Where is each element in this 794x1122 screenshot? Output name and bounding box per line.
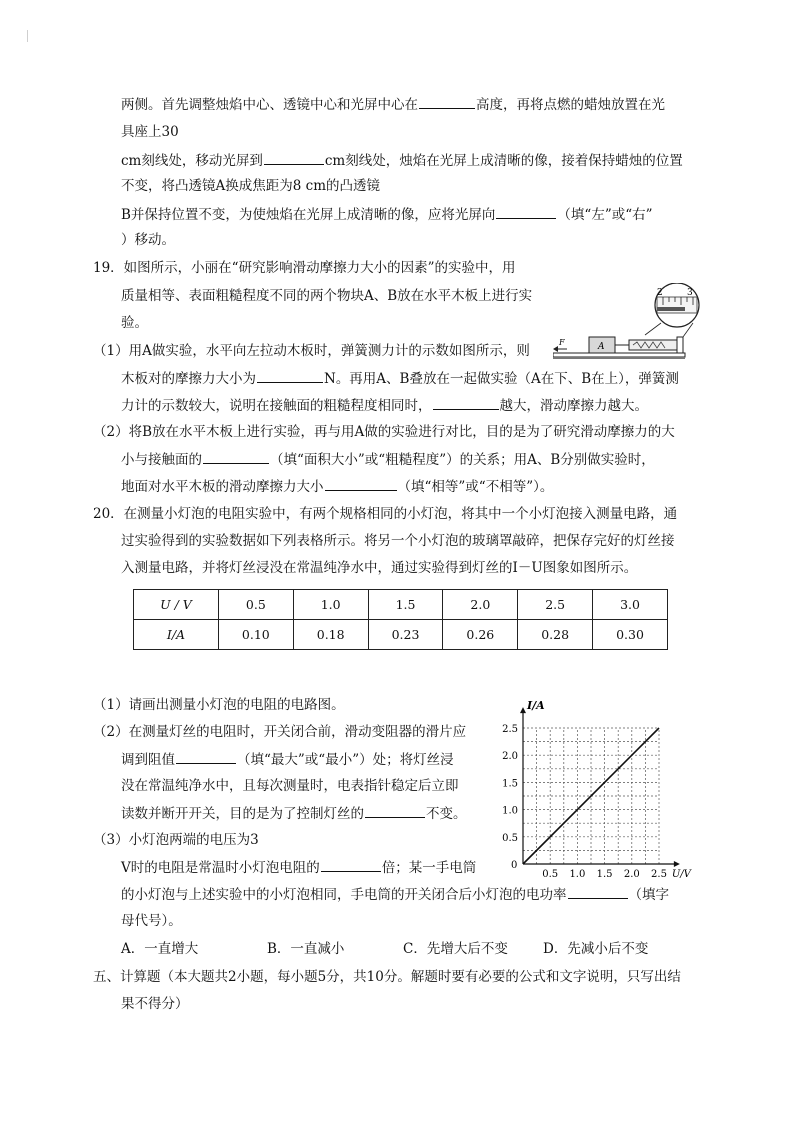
- scale-pointer: [657, 307, 685, 311]
- block-label: A: [598, 342, 605, 352]
- answer-blank[interactable]: [419, 94, 475, 109]
- answer-blank[interactable]: [433, 395, 499, 410]
- y-axis-arrow: [520, 707, 526, 713]
- q18-line-4: 不变，将凸透镜A换成焦距为8 cm的凸透镜: [121, 178, 380, 194]
- q19-part2-line-1: （2）将B放在水平木板上进行实验，再与用A做的实验进行对比，目的是为了研究滑动摩擦力的大: [93, 424, 675, 440]
- option-c[interactable]: C．先增大后不变: [403, 941, 508, 957]
- x-tick-label: 2.0: [623, 869, 640, 880]
- q20-part2-line-3: 没在常温纯净水中，且每次测量时，电表指针稳定后立即: [121, 778, 459, 794]
- section-5-heading-line-2: 果不得分）: [121, 996, 189, 1012]
- q20-part3-line-1: （3）小灯泡两端的电压为3: [93, 832, 259, 848]
- y-tick-label: 2.5: [502, 724, 518, 735]
- answer-blank[interactable]: [321, 857, 381, 872]
- q19-stem-3: 验。: [121, 315, 148, 331]
- q19-part2-line-3: 地面对水平木板的滑动摩擦力大小 （填“相等”或“不相等”）。: [121, 476, 553, 497]
- q19-part2-line-2: 小与接触面的 （填“面积大小”或“粗糙程度”）的关系；用A、B分别做实验时，: [121, 449, 655, 470]
- q20-stem-3: 入测量电路，并将灯丝浸没在常温纯净水中，通过实验得到灯丝的I－U图象如图所示。: [121, 560, 638, 576]
- table-cell: 0.10: [218, 620, 293, 650]
- y-tick-label: 1.0: [502, 805, 518, 817]
- x-axis-label: U/V: [671, 869, 691, 880]
- option-d[interactable]: D．先减小后不变: [543, 941, 649, 957]
- q18-line-2: 具座上30: [121, 124, 179, 140]
- origin-label: 0: [511, 860, 518, 871]
- wooden-board: [553, 353, 685, 357]
- wall-post: [677, 337, 683, 353]
- q18-line-5: B并保持位置不变，为使烛焰在光屏上成清晰的像，应将光屏向 （填“左”或“右”: [121, 204, 653, 225]
- q20-stem-2: 过实验得到的实验数据如下列表格所示。将另一个小灯泡的玻璃罩敲碎，把保存完好的灯丝接: [121, 533, 675, 549]
- q20-stem-1: 20．在测量小灯泡的电阻实验中，有两个规格相同的小灯泡，将其中一个小灯泡接入测量电路，通: [93, 506, 678, 522]
- q19-stem-2: 质量相等、表面粗糙程度不同的两个物块A、B放在水平木板上进行实: [121, 288, 533, 304]
- answer-blank[interactable]: [203, 449, 269, 464]
- table-cell: 0.18: [293, 620, 368, 650]
- q20-part2-line-1: （2）在测量灯丝的电阻时，开关闭合前，滑动变阻器的滑片应: [93, 724, 467, 740]
- q20-part2-line-4: 读数并断开开关，目的是为了控制灯丝的 不变。: [121, 803, 467, 824]
- x-tick-label: 0.5: [542, 869, 559, 880]
- table-cell: 3.0: [593, 590, 668, 620]
- answer-blank[interactable]: [176, 749, 236, 764]
- answer-blank[interactable]: [496, 204, 556, 219]
- table-cell: 0.23: [368, 620, 443, 650]
- q18-line-3: cm刻线处，移动光屏到 cm刻线处，烛焰在光屏上成清晰的像，接着保持蜡烛的位置: [121, 150, 683, 171]
- q20-part1: （1）请画出测量小灯泡的电阻的电路图。: [93, 697, 345, 713]
- force-arrow: [553, 346, 558, 352]
- q20-part3-line-4: 母代号）。: [121, 913, 182, 929]
- friction-apparatus-figure: [553, 283, 703, 363]
- x-tick-label: 1.0: [569, 869, 586, 880]
- table-header-cell: U / V: [134, 590, 219, 620]
- answer-blank[interactable]: [365, 803, 425, 818]
- q20-part3-line-2: V时的电阻是常温时小灯泡电阻的 倍；某一手电筒: [121, 857, 476, 878]
- table-cell: 1.0: [293, 590, 368, 620]
- q19-stem-1: 19．如图所示，小丽在“研究影响滑动摩擦力大小的因素”的实验中，用: [93, 260, 516, 276]
- table-row: [134, 590, 668, 620]
- table-cell: 0.28: [518, 620, 593, 650]
- table-row: [134, 620, 668, 650]
- answer-blank[interactable]: [325, 476, 397, 491]
- x-axis-arrow: [674, 861, 680, 867]
- q19-part1-line-1: （1）用A做实验，水平向左拉动木板时，弹簧测力计的示数如图所示，则: [93, 343, 530, 359]
- option-b[interactable]: B．一直减小: [267, 941, 345, 957]
- section-5-heading-line-1: 五、计算题（本大题共2小题，每小题5分，共10分。解题时要有必要的公式和文字说明，只写出结: [93, 969, 681, 985]
- force-label: F: [559, 338, 565, 347]
- scale-label: 3: [687, 288, 693, 298]
- iu-graph: [495, 697, 705, 882]
- table-cell: 1.5: [368, 590, 443, 620]
- board-shadow: [553, 357, 685, 359]
- corner-mark: [27, 30, 28, 42]
- x-tick-label: 2.5: [651, 869, 667, 880]
- y-axis-label: I/A: [527, 699, 545, 713]
- table-cell: 0.5: [218, 590, 293, 620]
- answer-blank[interactable]: [264, 150, 324, 165]
- q18-line-6: ）移动。: [121, 232, 175, 248]
- y-tick-label: 1.5: [502, 778, 518, 790]
- table-cell: 0.26: [443, 620, 518, 650]
- option-a[interactable]: A．一直增大: [121, 941, 199, 957]
- table-header-cell: I/A: [134, 620, 219, 650]
- q19-part1-line-3: 力计的示数较大，说明在接触面的粗糙程度相同时， 越大，滑动摩擦力越大。: [121, 395, 648, 416]
- table-cell: 0.30: [593, 620, 668, 650]
- answer-blank[interactable]: [568, 884, 628, 899]
- answer-blank[interactable]: [257, 368, 323, 383]
- q20-part3-line-3: 的小灯泡与上述实验中的小灯泡相同，手电筒的开关闭合后小灯泡的电功率 （填字: [121, 884, 669, 905]
- y-tick-label: 0.5: [502, 832, 518, 844]
- table-cell: 2.5: [518, 590, 593, 620]
- q19-part1-line-2: 木板对的摩擦力大小为 N。再用A、B叠放在一起做实验（A在下、B在上），弹簧测: [121, 368, 679, 389]
- q20-part2-line-2: 调到阻值 （填“最大”或“最小”）处；将灯丝浸: [121, 749, 454, 770]
- data-table: [133, 589, 668, 650]
- scale-label: 2: [657, 288, 663, 298]
- table-cell: 2.0: [443, 590, 518, 620]
- y-tick-label: 2.0: [502, 751, 518, 763]
- q18-line-1: 两侧。首先调整烛焰中心、透镜中心和光屏中心在 高度，再将点燃的蜡烛放置在光: [121, 94, 665, 115]
- x-tick-label: 1.5: [596, 869, 613, 880]
